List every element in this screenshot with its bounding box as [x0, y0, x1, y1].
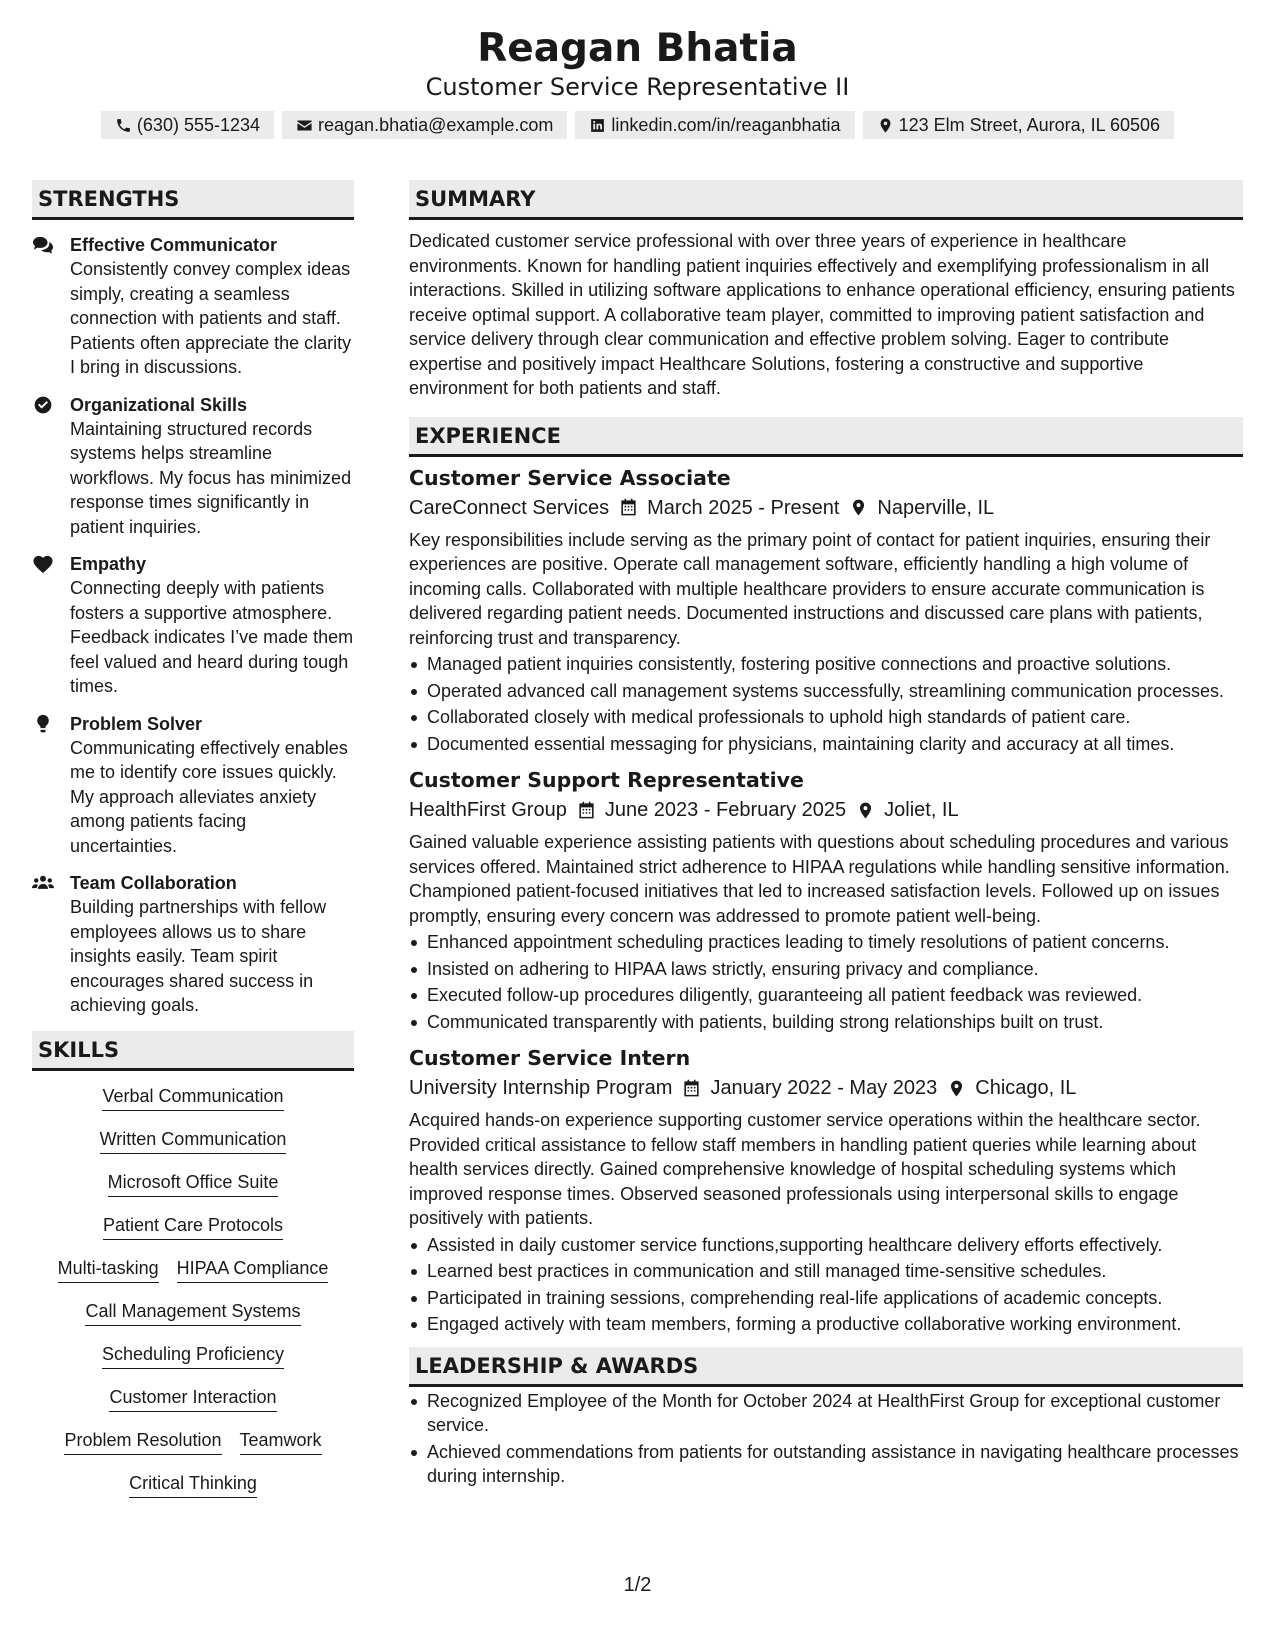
skill-tag: Multi-tasking	[58, 1257, 159, 1283]
bullet-item: Insisted on adhering to HIPAA laws strictly, ensuring privacy and compliance.	[409, 957, 1243, 982]
strength-desc: Connecting deeply with patients fosters a supportive atmosphere. Feedback indicates I’ve made them feel valued and heard during tough times.	[70, 578, 354, 696]
resume-header	[0, 0, 1275, 139]
contact-text: (630) 555-1234	[136, 115, 261, 135]
contact-phone[interactable]	[101, 111, 274, 139]
skill-tag: Verbal Communication	[102, 1085, 283, 1111]
envelope-icon	[296, 117, 313, 134]
contact-text: 123 Elm Street, Aurora, IL 60506	[898, 115, 1161, 135]
bullet-item: Executed follow-up procedures diligently, guaranteeing all patient feedback was reviewed.	[409, 983, 1243, 1008]
strengths-list	[32, 233, 354, 1018]
awards-list	[409, 1389, 1243, 1489]
award-item: Recognized Employee of the Month for October 2024 at HealthFirst Group for exceptional customer service.	[409, 1389, 1243, 1438]
job-bullets	[409, 1233, 1243, 1337]
bullet-item: Managed patient inquiries consistently, fostering positive connections and proactive solutions.	[409, 652, 1243, 677]
users-icon	[32, 873, 54, 893]
contact-email[interactable]	[282, 111, 567, 139]
map-pin-icon	[849, 498, 868, 517]
job-dates: January 2022 - May 2023	[710, 1077, 938, 1099]
strength-desc: Communicating effectively enables me to identify core issues quickly. My approach alleviates anxiety among patients facing uncertainties.	[70, 737, 348, 856]
calendar-icon	[577, 801, 596, 820]
skill-row	[85, 1300, 300, 1326]
page-number: 1/2	[623, 1574, 652, 1596]
linkedin-icon	[589, 117, 606, 134]
calendar-icon	[682, 1079, 701, 1098]
strength-item	[32, 552, 354, 699]
contact-linkedin[interactable]	[575, 111, 854, 139]
comments-icon	[32, 235, 54, 255]
job-dates: June 2023 - February 2025	[604, 799, 847, 821]
map-pin-icon	[947, 1079, 966, 1098]
bullet-item: Communicated transparently with patients, building strong relationships built on trust.	[409, 1010, 1243, 1035]
job-description: Acquired hands-on experience supporting customer service operations within the healthcare sector. Provided critical assistance to fellow staff members in handling patient queries while learning about health services directly. Gained comprehensive knowledge of hospital scheduling systems which improved response times. Observed seasoned professionals using interpersonal skills to engage positively with patients.	[409, 1110, 1201, 1228]
summary-text: Dedicated customer service professional with over three years of experience in healthcare environments. Known for handling patient inquiries effectively and exemplifying professionalism in all interactions. Skilled in utilizing software applications to enhance operational efficiency, ensuring patients receive optimal support. A collaborative team player, committed to improving patient satisfaction and service delivery through clear communication and effective problem solving. Eager to contribute expertise and positively impact Healthcare Solutions, fostering a constructive and supportive environment for both patients and staff.	[409, 231, 1235, 398]
skill-tag: Customer Interaction	[109, 1386, 276, 1412]
skill-tag: Call Management Systems	[85, 1300, 300, 1326]
strength-item	[32, 393, 354, 540]
strength-title: Effective Communicator	[70, 235, 278, 255]
job-bullets	[409, 652, 1243, 756]
job-description: Gained valuable experience assisting patients with questions about scheduling procedures and various services offered. Maintained strict adherence to HIPAA regulations while handling sensitive information. Championed patient-focused initiatives that led to increased satisfaction levels. Followed up on issues promptly, ensuring every concern was addressed to promote patient well-being.	[409, 832, 1230, 926]
bullet-item: Engaged actively with team members, forming a productive collaborative working environment.	[409, 1312, 1243, 1337]
heart-icon	[32, 554, 54, 574]
contact-text: reagan.bhatia@example.com	[318, 115, 554, 135]
map-pin-icon	[856, 801, 875, 820]
bullet-item: Participated in training sessions, comprehending real-life applications of academic concepts.	[409, 1286, 1243, 1311]
bullet-item: Operated advanced call management systems successfully, streamlining communication processes.	[409, 679, 1243, 704]
awards-heading: LEADERSHIP & AWARDS	[409, 1347, 1243, 1387]
bullet-item: Enhanced appointment scheduling practices leading to timely resolutions of patient concerns.	[409, 930, 1243, 955]
job-bullets	[409, 930, 1243, 1034]
skill-row	[129, 1472, 257, 1498]
strength-title: Problem Solver	[70, 713, 203, 734]
strength-item	[32, 233, 354, 380]
strength-desc: Building partnerships with fellow employees allows us to share insights easily. Team spirit encourages shared success in achieving goals.	[70, 897, 327, 1015]
strength-desc: Consistently convey complex ideas simply, creating a seamless connection with patients and staff. Patients often appreciate the clarity I bring in discussions.	[70, 259, 352, 377]
skill-tag: Teamwork	[240, 1429, 322, 1455]
award-item: Achieved commendations from patients for outstanding assistance in navigating healthcare processes during internship.	[409, 1440, 1243, 1489]
skills-list	[32, 1085, 354, 1498]
job-meta	[409, 796, 1243, 824]
bullet-item: Assisted in daily customer service functions,supporting healthcare delivery efforts effectively.	[409, 1233, 1243, 1258]
skill-tag: Written Communication	[100, 1128, 287, 1154]
job-entry	[409, 1044, 1243, 1337]
skill-row	[109, 1386, 276, 1412]
job-company: CareConnect Services	[409, 496, 610, 519]
skill-row	[58, 1257, 329, 1283]
skill-row	[108, 1171, 279, 1197]
skill-tag: Microsoft Office Suite	[108, 1171, 279, 1197]
strength-item	[32, 712, 354, 859]
job-location: Joliet, IL	[884, 799, 959, 821]
job-description: Key responsibilities include serving as the primary point of contact for patient inquiries, ensuring their experiences are positive. Operate call management software, efficiently handling a high volume of incoming calls. Collaborated with multiple healthcare providers to ensure accurate communication is delivered regarding patient needs. Documented instructions and discussed care plans with patients, reinforcing trust and transparency.	[409, 529, 1211, 648]
skill-tag: Problem Resolution	[64, 1429, 221, 1455]
skill-row	[102, 1343, 284, 1369]
job-title: Customer Support Representative	[409, 768, 804, 792]
skill-tag: Critical Thinking	[129, 1472, 257, 1498]
check-circle-icon	[32, 395, 54, 415]
job-dates: March 2025 - Present	[647, 496, 840, 519]
job-location: Chicago, IL	[975, 1077, 1077, 1099]
right-column	[409, 180, 1243, 1491]
experience-heading: EXPERIENCE	[409, 417, 1243, 457]
skill-row	[102, 1085, 283, 1111]
job-title: Customer Service Intern	[409, 1046, 691, 1070]
strength-title: Empathy	[70, 554, 147, 574]
job-company: University Internship Program	[409, 1077, 673, 1099]
skill-row	[64, 1429, 321, 1455]
strengths-heading: STRENGTHS	[32, 180, 354, 220]
calendar-icon	[619, 498, 638, 517]
skills-heading: SKILLS	[32, 1031, 354, 1071]
candidate-role: Customer Service Representative II	[425, 73, 850, 101]
left-column	[32, 180, 354, 1498]
job-entry	[409, 766, 1243, 1034]
bullet-item: Collaborated closely with medical professionals to uphold high standards of patient care.	[409, 705, 1243, 730]
strength-title: Team Collaboration	[70, 873, 237, 893]
contact-bar	[0, 111, 1275, 139]
lightbulb-icon	[32, 714, 54, 734]
strength-title: Organizational Skills	[70, 394, 248, 415]
bullet-item: Documented essential messaging for physicians, maintaining clarity and accuracy at all times.	[409, 732, 1243, 757]
phone-icon	[115, 117, 132, 134]
strength-desc: Maintaining structured records systems helps streamline workflows. My focus has minimized response times significantly in patient inquiries.	[70, 418, 352, 537]
candidate-name: Reagan Bhatia	[477, 26, 798, 71]
skill-tag: Scheduling Proficiency	[102, 1343, 284, 1369]
skill-tag: Patient Care Protocols	[103, 1214, 283, 1240]
map-pin-icon	[877, 117, 894, 134]
contact-address	[863, 111, 1175, 139]
job-meta	[409, 1074, 1243, 1102]
job-company: HealthFirst Group	[409, 799, 567, 821]
skill-row	[100, 1128, 287, 1154]
job-entry	[409, 464, 1243, 757]
contact-text: linkedin.com/in/reaganbhatia	[611, 115, 841, 135]
job-location: Naperville, IL	[877, 496, 995, 519]
summary-heading: SUMMARY	[409, 180, 1243, 220]
strength-item	[32, 871, 354, 1018]
job-title: Customer Service Associate	[409, 465, 731, 490]
bullet-item: Learned best practices in communication and still managed time-sensitive schedules.	[409, 1259, 1243, 1284]
skill-row	[103, 1214, 283, 1240]
job-meta	[409, 494, 1243, 522]
skill-tag: HIPAA Compliance	[177, 1257, 329, 1283]
